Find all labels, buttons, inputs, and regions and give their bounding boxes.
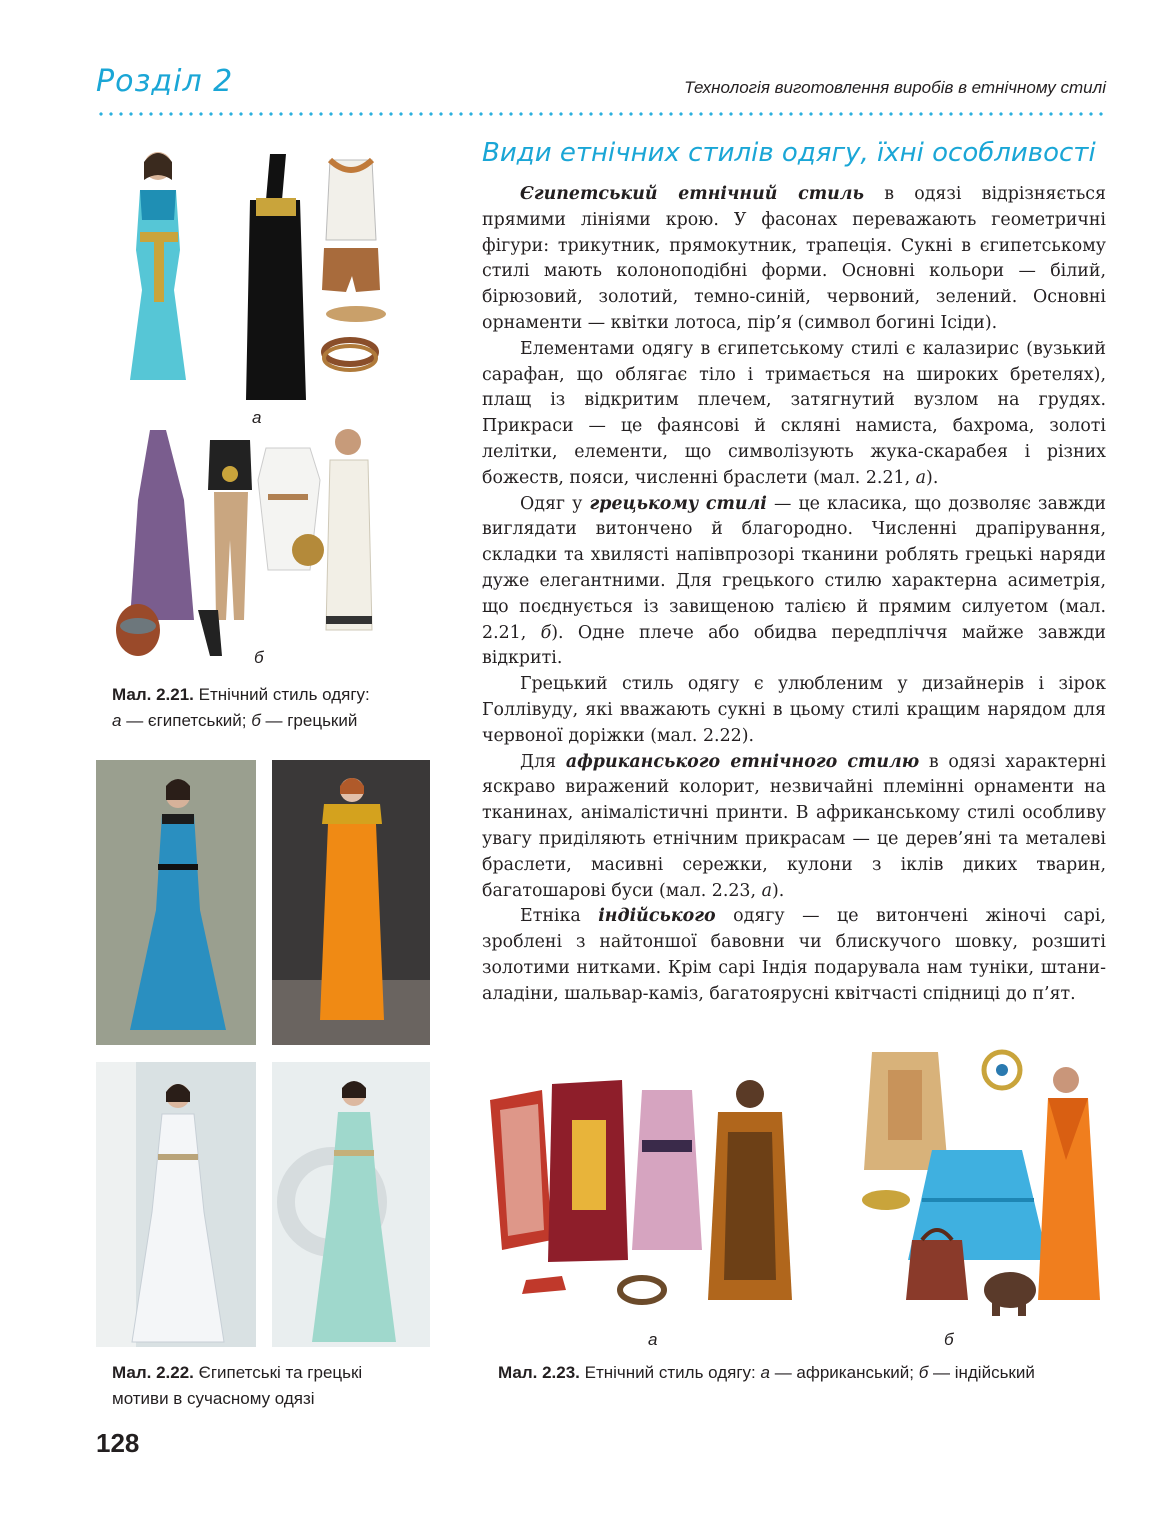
figure-2-22-caption: Мал. 2.22. Єгипетські та грецькі мотиви в сучасному одязі (112, 1363, 363, 1408)
figure-2-23-label-a: а (648, 1330, 658, 1349)
body-text (482, 182, 1106, 1008)
paragraph-indian: Етніка індійського одягу — це витончені жіночі сарі, зроблені з найтоншої бавовни чи блискучого шовку, розшиті золотими нитками. Крім сарі Індія подарувала нам туніки, штани-аладіни, шальвар-каміз, багатоярусні квітчасті спідниці до п’ят. (482, 906, 1106, 1004)
dotted-divider (96, 112, 1106, 116)
figure-2-23-indian (852, 1040, 1114, 1349)
running-title: Технологія виготовлення виробів в етнічному стилі (684, 78, 1106, 97)
paragraph-egyptian: Єгипетський етнічний стиль в одязі відрізняється прямими лініями крою. У фасонах переважають геометричні фігури: трикутник, прямокутник, трапеція. Сукні в єгипетському стилі мають колоноподібні форми. Основні кольори — білий, бірюзовий, золотий, темно-синій, червоний, зелений. Основні орнаменти — квітки лотоса, пір’я (символ богині Ісіди). (482, 184, 1106, 333)
figure-2-21-caption: Мал. 2.21. Етнічний стиль одягу: а — єгипетський; б — грецький (112, 685, 370, 730)
page-number: 128 (96, 1428, 140, 1458)
paragraph-african: Для африканського етнічного стилю в одязі характерні яскраво виражений колорит, незвичайні племінні орнаменти на тканинах, анімалістичні принти. В африканському стилі особливу увагу приділяють етнічним прикрасам — це дерев’яні та металеві браслети, масивні сережки, кулони з іклів диких тварин, багатошарові буси (мал. 2.23, а). (482, 751, 1107, 901)
chapter-label: Розділ 2 (96, 64, 234, 99)
figure-2-21-label-b: б (254, 648, 264, 667)
paragraph-egyptian-elements: Елементами одягу в єгипетському стилі є калазирис (вузький сарафан, що облягає тіло і тримається на широких бретелях), плащ із відкритим плечем, затягнутий вузлом на грудях. Прикраси — це фаянсові й скляні намиста, бахрома, золоті лелітки, елементи, що символізують жука-скарабея і різних божеств, пояси, численні браслети (мал. 2.21, а). (482, 338, 1106, 488)
figure-2-23-african (482, 1040, 802, 1349)
section-title: Види етнічних стилів одягу, їхні особливості (482, 138, 1096, 168)
figure-2-22-photo-blue-gown (96, 760, 256, 1045)
figure-2-21-label-a: а (252, 408, 262, 427)
figure-2-22-photo-white-gown (96, 1062, 256, 1347)
figure-2-21-greek (110, 420, 400, 667)
paragraph-hollywood: Грецький стиль одягу є улюбленим у дизайнерів і зірок Голлівуду, які вважають сукні в цьому стилі кращим нарядом для червоної доріжки (мал. 2.22). (482, 674, 1106, 746)
figure-2-22-photo-mint-gown (272, 1062, 430, 1347)
figure-2-23-caption: Мал. 2.23. Етнічний стиль одягу: а — африканський; б — індійський (498, 1363, 1035, 1382)
paragraph-greek: Одяг у грецькому стилі — це класика, що дозволяє завжди виглядати витончено й благородно. Численні драпірування, складки та хвилясті напівпрозорі тканини роблять грецькі наряди дуже елегантними. Для грецького стилю характерна асиметрія, що поєднується із завищеною талією й прямим силуетом (мал. 2.21, б). Одне плече або обидва передпліччя майже завжди відкриті. (482, 493, 1106, 669)
figure-2-21-egyptian (110, 140, 400, 427)
figure-2-22-photo-orange-gown (272, 760, 430, 1045)
figure-2-23-label-b: б (944, 1330, 954, 1349)
